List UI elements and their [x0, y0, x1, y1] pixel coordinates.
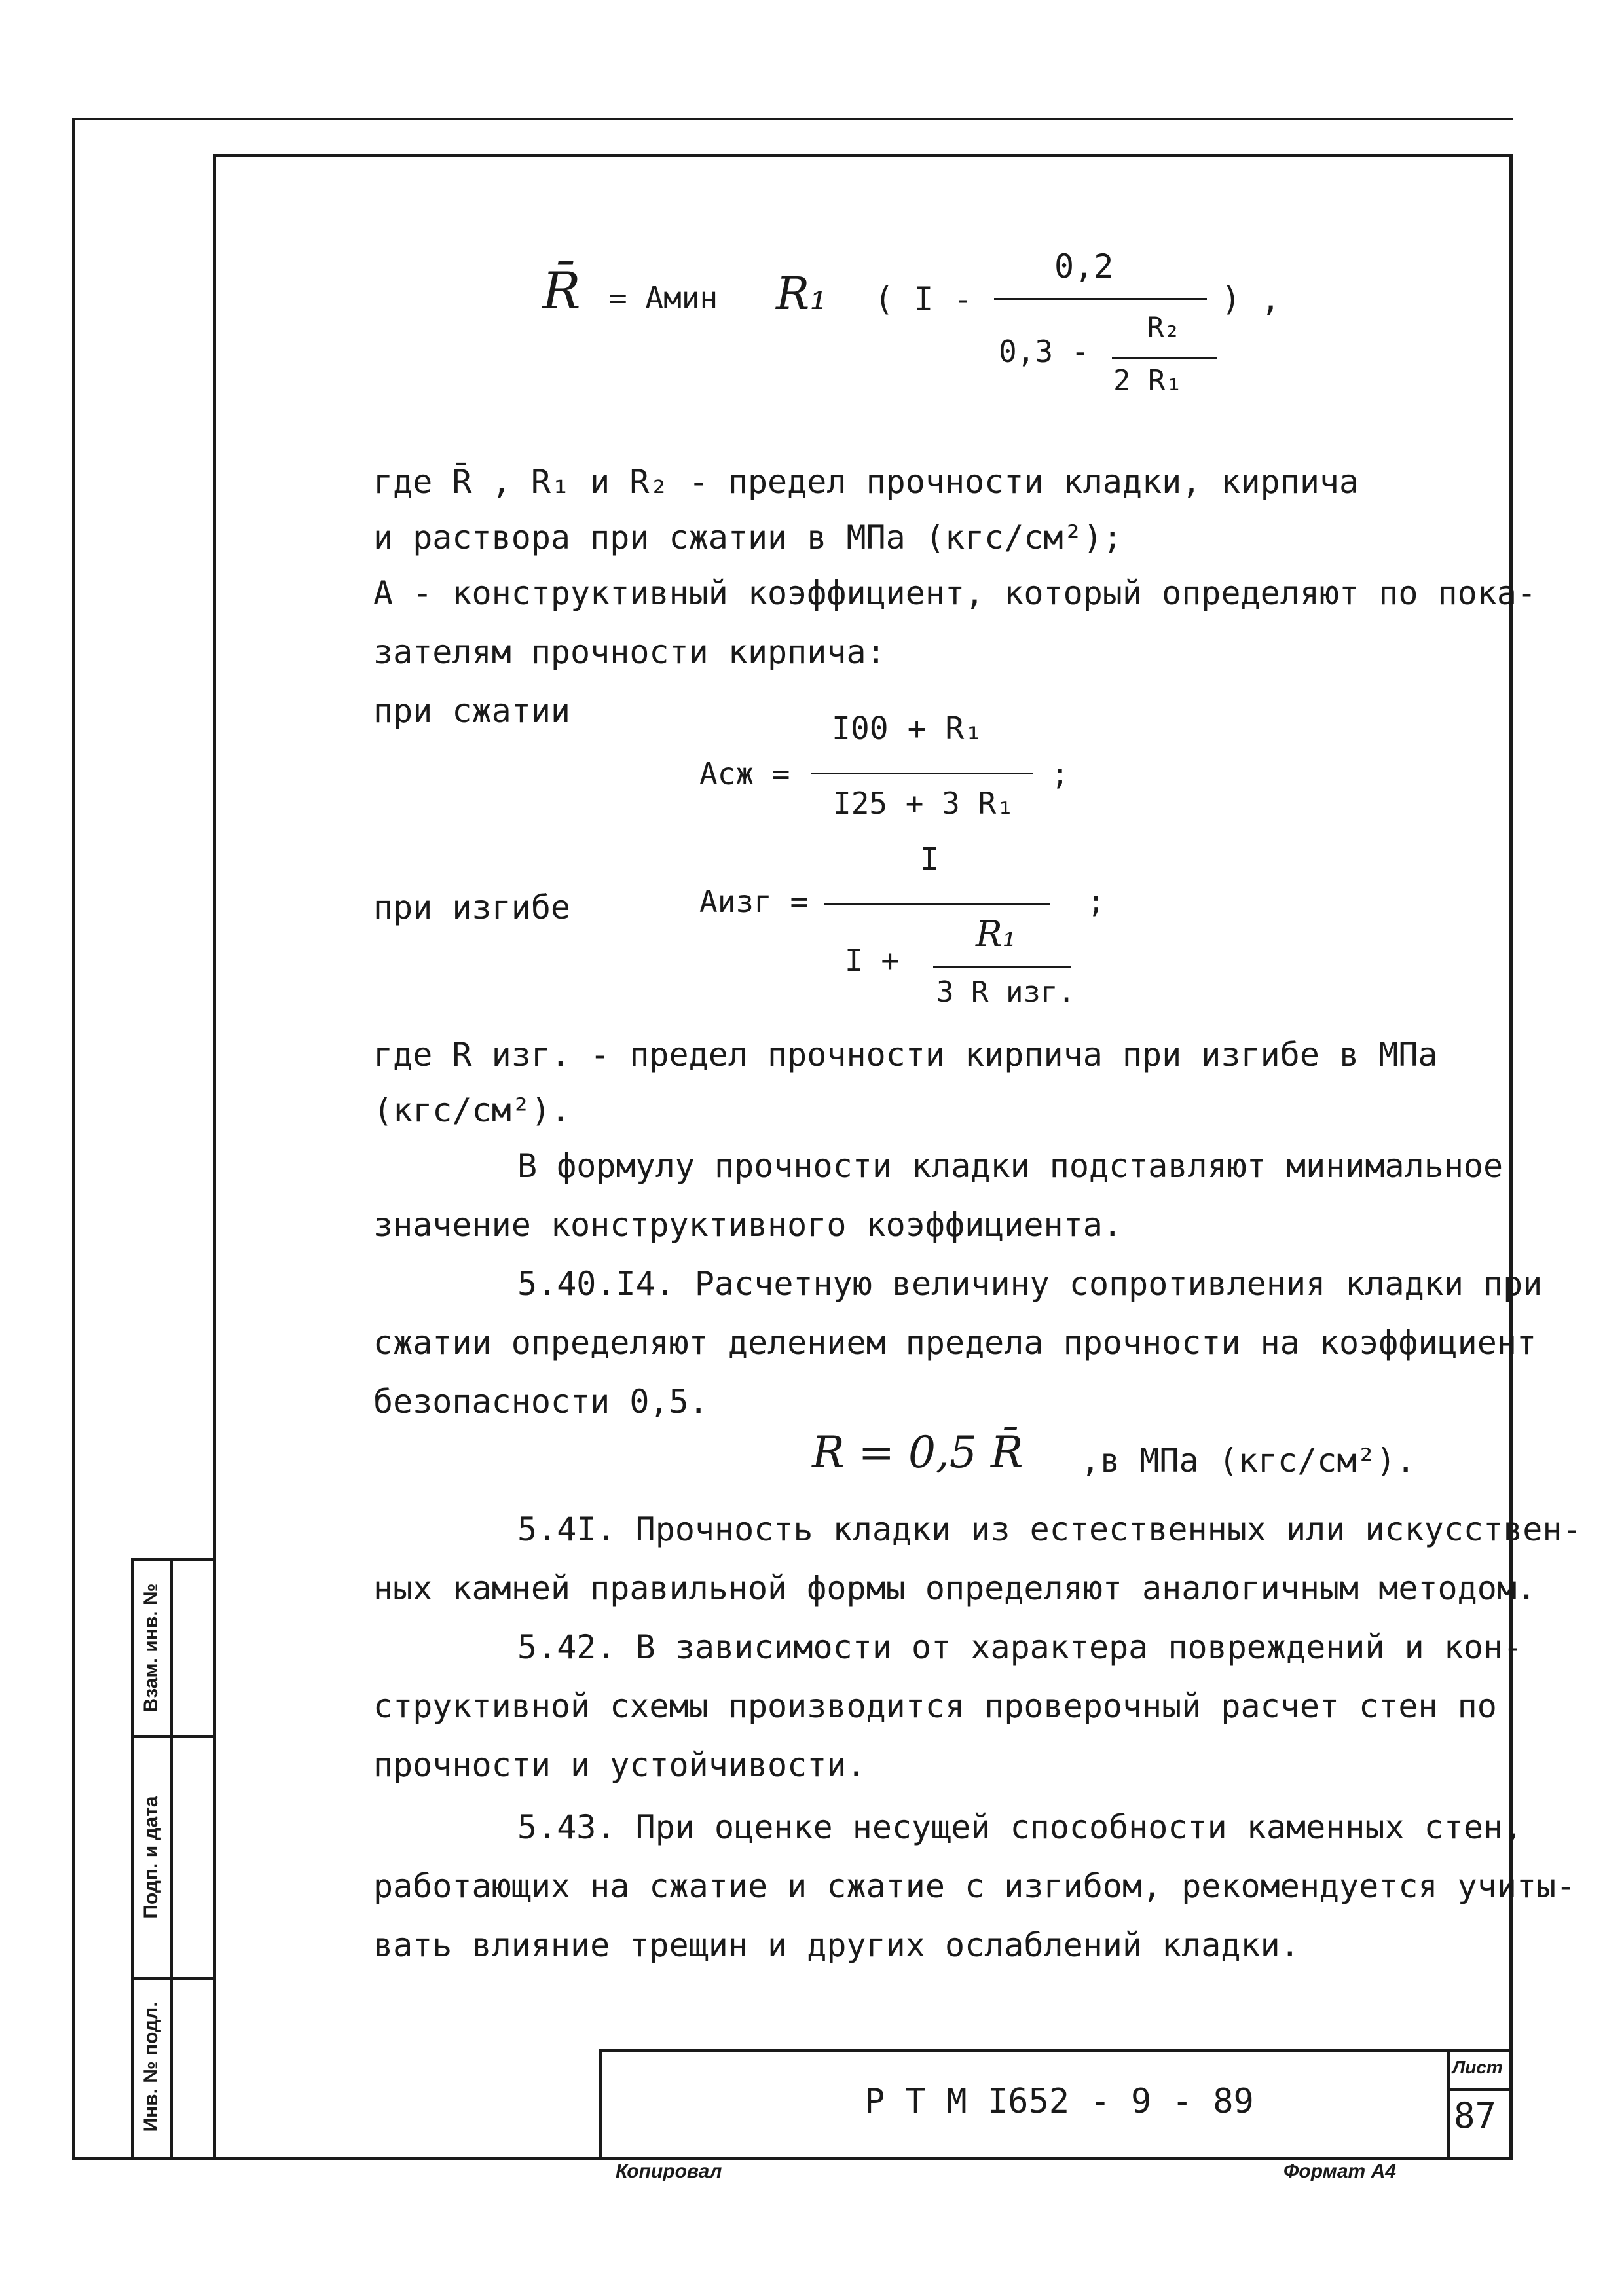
formula-main-r1: R₁ [776, 268, 828, 320]
formula-aizg-num: I [920, 841, 939, 878]
footer-copied: Копировал [616, 2160, 722, 2182]
formula-acz-num: I00 + R₁ [832, 710, 984, 747]
text-p5-42-b: структивной схемы производится проверочный расчет стен по [373, 1687, 1497, 1725]
title-block-sheet-divider [1447, 2049, 1450, 2157]
formula-main-open: ( I - [874, 280, 973, 318]
side-stamp-right [170, 1558, 173, 2157]
title-block-sheet-hline [1447, 2088, 1513, 2091]
formula-acz-end: ; [1051, 756, 1069, 792]
formula-aizg-inner-num: R₁ [976, 913, 1017, 955]
formula-aizg-inner-bar [933, 966, 1071, 968]
side-label-inv-podl: Инв. № подл. [140, 2001, 162, 2132]
side-label-vzam-inv: Взам. инв. № [140, 1583, 162, 1713]
formula-main-eq-amin: = Амин [609, 280, 718, 316]
text-p5-40-14-a: 5.40.I4. Расчетную величину сопротивления кладки при [517, 1265, 1543, 1303]
outer-frame-bottom [72, 2157, 1513, 2160]
text-p5-42-c: прочности и устойчивости. [373, 1746, 866, 1784]
text-p5-43-b: работающих на сжатие и сжатие с изгибом, рекомендуется учиты- [373, 1867, 1576, 1905]
document-code: Р Т М I652 - 9 - 89 [864, 2082, 1254, 2121]
inner-frame-top [213, 154, 1513, 157]
formula-main-denominator-left: 0,3 - [999, 334, 1090, 369]
side-label-podp-data: Подп. и дата [140, 1796, 162, 1919]
text-p5-40-14-c: безопасности 0,5. [373, 1383, 709, 1421]
text-line4: зателям прочности кирпича: [373, 633, 886, 671]
outer-frame-left [72, 118, 75, 2160]
formula-main-close: ) , [1221, 280, 1281, 318]
formula-acz-den: I25 + 3 R₁ [833, 786, 1014, 821]
text-gde-izg: где R изг. - предел прочности кирпича при изгибе в МПа [373, 1036, 1438, 1074]
formula-main-inner-bar [1112, 357, 1217, 359]
formula-main-inner-den: 2 R₁ [1113, 364, 1183, 397]
formula-aizg-den-left: I + [845, 943, 900, 978]
formula-r-expr: R = 0,5 R̄ [812, 1427, 1024, 1478]
sheet-label: Лист [1452, 2057, 1503, 2077]
title-block-left [599, 2049, 602, 2157]
text-p5-41-b: ных камней правильной формы определяют аналогичным методом. [373, 1569, 1537, 1607]
title-block-top [599, 2049, 1513, 2052]
text-line2: и раствора при сжатии в МПа (кгс/см²); [373, 519, 1122, 556]
text-kgs: (кгс/см²). [373, 1091, 571, 1129]
formula-acz-lhs: Асж = [699, 756, 790, 792]
text-formula-note2: значение конструктивного коэффициента. [373, 1206, 1122, 1244]
text-p5-41-a: 5.4I. Прочность кладки из естественных или искусствен- [517, 1510, 1582, 1548]
formula-acz-bar [811, 773, 1033, 774]
inner-frame-left [213, 154, 216, 2157]
formula-main-inner-num: R₂ [1147, 311, 1181, 343]
footer-format: Формат А4 [1283, 2160, 1396, 2182]
formula-main-lhs: R̄ [542, 262, 581, 321]
formula-aizg-bar [824, 903, 1050, 905]
formula-aizg-lhs: Аизг = [699, 884, 809, 919]
text-bend-label: при изгибе [373, 888, 571, 926]
outer-frame-top [72, 118, 1513, 120]
formula-aizg-end: ; [1087, 884, 1105, 919]
text-line3: А - конструктивный коэффициент, который определяют по пока- [373, 574, 1537, 612]
text-p5-43-a: 5.43. При оценке несущей способности каменных стен, [517, 1808, 1523, 1846]
text-gde-line: где R̄ , R₁ и R₂ - предел прочности кладки, кирпича [373, 463, 1359, 501]
text-p5-43-c: вать влияние трещин и других ослаблений кладки. [373, 1926, 1300, 1964]
text-formula-note1: В формулу прочности кладки подставляют минимальное [517, 1147, 1504, 1185]
formula-main-fraction-bar [994, 298, 1207, 300]
formula-r-units: ,в МПа (кгс/см²). [1080, 1442, 1416, 1480]
formula-main-numerator: 0,2 [1054, 247, 1114, 285]
side-stamp-left [131, 1558, 134, 2157]
sheet-number: 87 [1454, 2095, 1497, 2136]
text-p5-40-14-b: сжатии определяют делением предела прочности на коэффициент [373, 1324, 1537, 1362]
text-p5-42-a: 5.42. В зависимости от характера повреждений и кон- [517, 1628, 1523, 1666]
formula-aizg-inner-den: 3 R изг. [936, 975, 1075, 1009]
text-compress-label: при сжатии [373, 692, 571, 730]
